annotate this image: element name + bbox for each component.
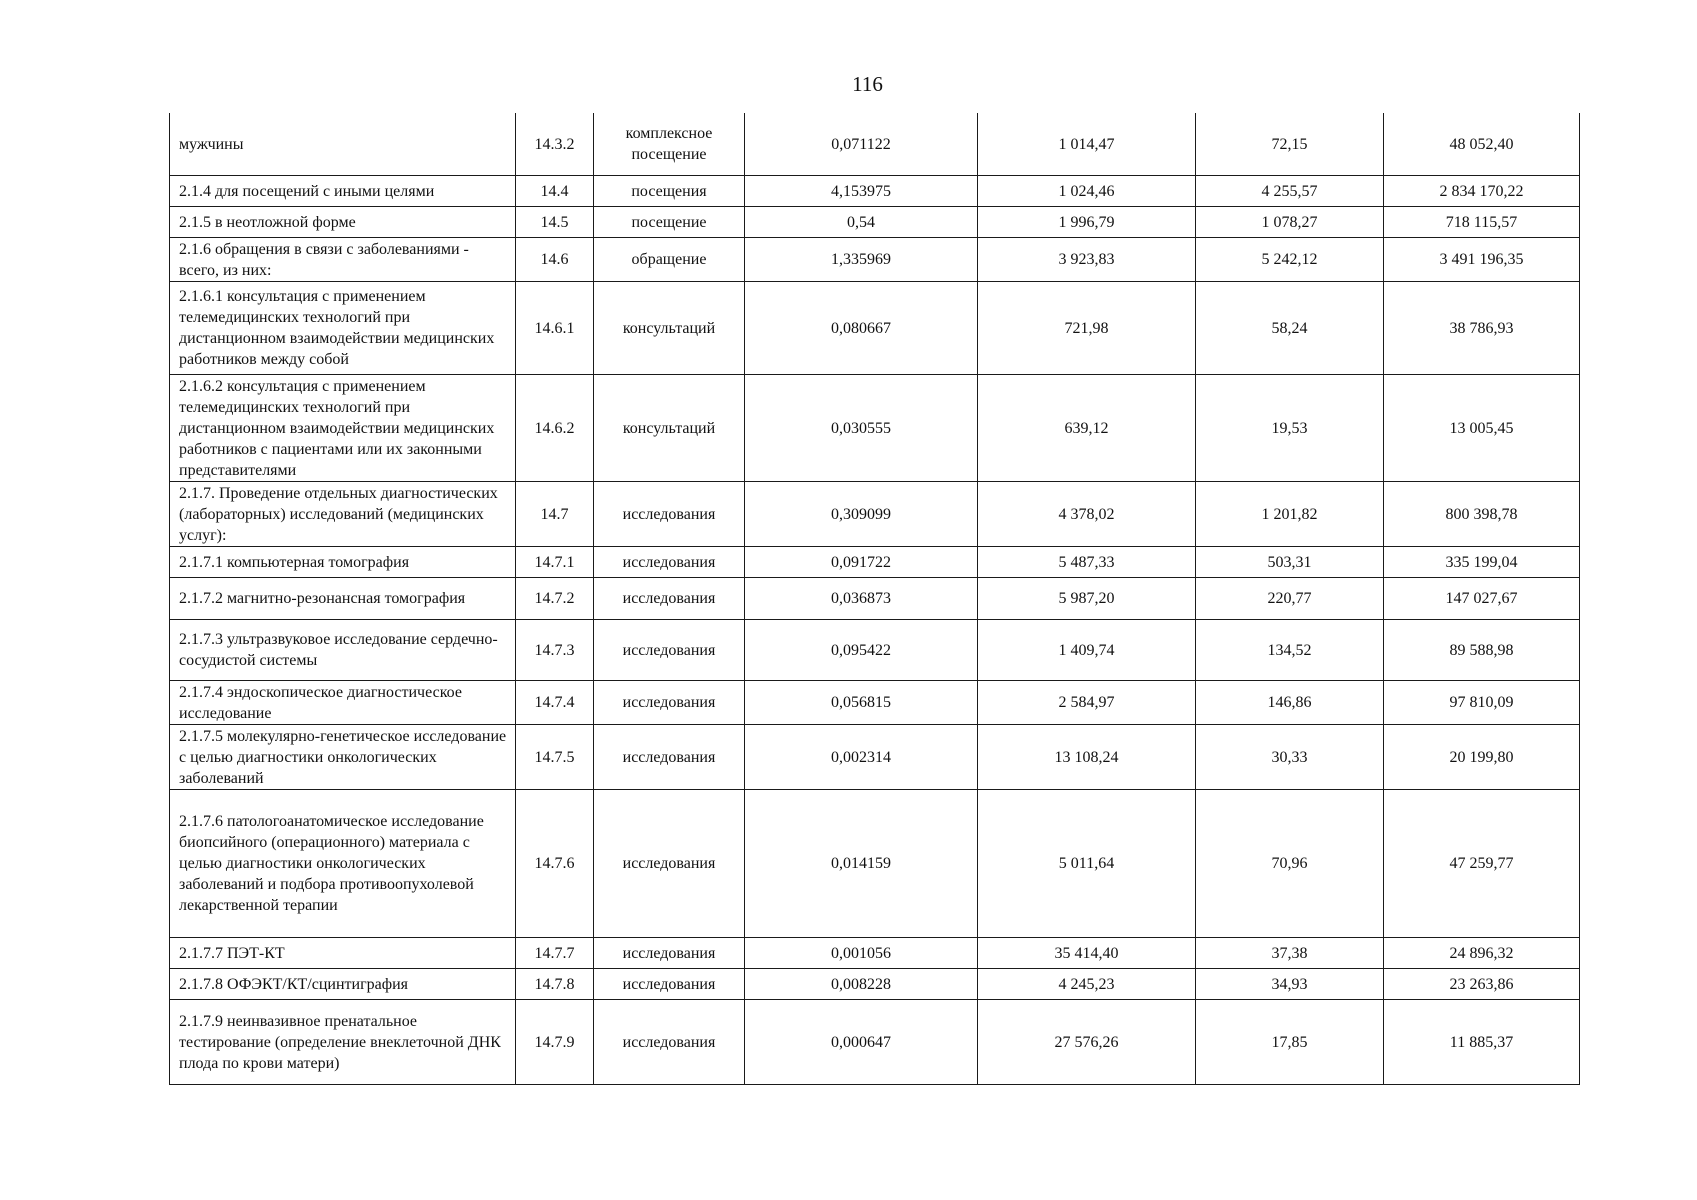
table-body (170, 113, 1580, 1084)
row-cost-cell: 2 584,97 (978, 680, 1196, 724)
row-norm-cell: 0,071122 (745, 113, 978, 175)
row-unit-cell: исследования (594, 481, 745, 546)
row-name-cell: 2.1.7.7 ПЭТ-КТ (170, 937, 516, 968)
row-code-cell: 14.7.3 (516, 619, 594, 680)
row-name-cell: 2.1.7.2 магнитно-резонансная томография (170, 577, 516, 619)
row-unit-cell: консультаций (594, 374, 745, 481)
row-norm-cell: 0,030555 (745, 374, 978, 481)
row-per-capita-cell: 134,52 (1196, 619, 1384, 680)
row-name-cell: 2.1.7.4 эндоскопическое диагностическое исследование (170, 680, 516, 724)
row-norm-cell: 0,036873 (745, 577, 978, 619)
row-unit-cell: посещения (594, 175, 745, 206)
table-row (170, 281, 1580, 374)
row-total-cell: 89 588,98 (1384, 619, 1580, 680)
row-norm-cell: 4,153975 (745, 175, 978, 206)
table-row (170, 113, 1580, 175)
row-code-cell: 14.7.4 (516, 680, 594, 724)
row-name-cell: 2.1.6 обращения в связи с заболеваниями - всего, из них: (170, 237, 516, 281)
table-row (170, 724, 1580, 789)
row-per-capita-cell: 146,86 (1196, 680, 1384, 724)
row-name-cell: 2.1.6.1 консультация с применением телемедицинских технологий при дистанционном взаимодействии медицинских работников между собой (170, 281, 516, 374)
page-number: 116 (852, 72, 883, 96)
row-total-cell: 38 786,93 (1384, 281, 1580, 374)
row-cost-cell: 27 576,26 (978, 999, 1196, 1084)
row-per-capita-cell: 34,93 (1196, 968, 1384, 999)
row-unit-cell: обращение (594, 237, 745, 281)
table-row (170, 999, 1580, 1084)
row-unit-cell: исследования (594, 937, 745, 968)
row-cost-cell: 35 414,40 (978, 937, 1196, 968)
row-unit-cell: исследования (594, 789, 745, 937)
row-norm-cell: 0,54 (745, 206, 978, 237)
row-total-cell: 2 834 170,22 (1384, 175, 1580, 206)
row-code-cell: 14.7.9 (516, 999, 594, 1084)
row-norm-cell: 0,095422 (745, 619, 978, 680)
row-name-cell: 2.1.6.2 консультация с применением телемедицинских технологий при дистанционном взаимодействии медицинских работников с пациентами или их законными представителями (170, 374, 516, 481)
row-per-capita-cell: 17,85 (1196, 999, 1384, 1084)
row-unit-cell: консультаций (594, 281, 745, 374)
row-cost-cell: 5 987,20 (978, 577, 1196, 619)
table-row (170, 481, 1580, 546)
row-total-cell: 11 885,37 (1384, 999, 1580, 1084)
row-per-capita-cell: 19,53 (1196, 374, 1384, 481)
row-cost-cell: 1 014,47 (978, 113, 1196, 175)
row-per-capita-cell: 72,15 (1196, 113, 1384, 175)
row-norm-cell: 0,056815 (745, 680, 978, 724)
row-unit-cell: исследования (594, 577, 745, 619)
row-per-capita-cell: 1 078,27 (1196, 206, 1384, 237)
row-name-cell: 2.1.7.5 молекулярно-генетическое исследование с целью диагностики онкологических заболеваний (170, 724, 516, 789)
row-unit-cell: исследования (594, 724, 745, 789)
table-row (170, 546, 1580, 577)
row-per-capita-cell: 5 242,12 (1196, 237, 1384, 281)
row-name-cell: 2.1.7.3 ультразвуковое исследование сердечно-сосудистой системы (170, 619, 516, 680)
row-code-cell: 14.7.2 (516, 577, 594, 619)
row-code-cell: 14.7.6 (516, 789, 594, 937)
row-norm-cell: 0,309099 (745, 481, 978, 546)
row-code-cell: 14.6 (516, 237, 594, 281)
row-norm-cell: 0,000647 (745, 999, 978, 1084)
row-per-capita-cell: 30,33 (1196, 724, 1384, 789)
row-code-cell: 14.7.7 (516, 937, 594, 968)
row-unit-cell: исследования (594, 680, 745, 724)
row-code-cell: 14.4 (516, 175, 594, 206)
row-name-cell: 2.1.7.8 ОФЭКТ/КТ/сцинтиграфия (170, 968, 516, 999)
row-code-cell: 14.5 (516, 206, 594, 237)
row-cost-cell: 3 923,83 (978, 237, 1196, 281)
row-name-cell: 2.1.7.9 неинвазивное пренатальное тестирование (определение внеклеточной ДНК плода по крови матери) (170, 999, 516, 1084)
row-total-cell: 24 896,32 (1384, 937, 1580, 968)
row-unit-cell: исследования (594, 619, 745, 680)
table-row (170, 577, 1580, 619)
row-unit-cell: комплексное посещение (594, 113, 745, 175)
row-total-cell: 147 027,67 (1384, 577, 1580, 619)
row-total-cell: 718 115,57 (1384, 206, 1580, 237)
row-per-capita-cell: 4 255,57 (1196, 175, 1384, 206)
row-code-cell: 14.6.1 (516, 281, 594, 374)
row-total-cell: 20 199,80 (1384, 724, 1580, 789)
table-row (170, 680, 1580, 724)
row-cost-cell: 13 108,24 (978, 724, 1196, 789)
row-name-cell: мужчины (170, 113, 516, 175)
table-row (170, 374, 1580, 481)
data-table (169, 113, 1580, 1085)
row-total-cell: 3 491 196,35 (1384, 237, 1580, 281)
row-norm-cell: 0,091722 (745, 546, 978, 577)
row-total-cell: 13 005,45 (1384, 374, 1580, 481)
row-per-capita-cell: 503,31 (1196, 546, 1384, 577)
row-per-capita-cell: 37,38 (1196, 937, 1384, 968)
row-name-cell: 2.1.7. Проведение отдельных диагностических (лабораторных) исследований (медицинских услуг): (170, 481, 516, 546)
row-code-cell: 14.3.2 (516, 113, 594, 175)
row-norm-cell: 0,080667 (745, 281, 978, 374)
row-name-cell: 2.1.7.1 компьютерная томография (170, 546, 516, 577)
table-row (170, 937, 1580, 968)
row-unit-cell: посещение (594, 206, 745, 237)
row-total-cell: 800 398,78 (1384, 481, 1580, 546)
row-per-capita-cell: 1 201,82 (1196, 481, 1384, 546)
row-cost-cell: 1 024,46 (978, 175, 1196, 206)
table-row (170, 237, 1580, 281)
row-cost-cell: 5 487,33 (978, 546, 1196, 577)
row-cost-cell: 1 409,74 (978, 619, 1196, 680)
row-unit-cell: исследования (594, 999, 745, 1084)
row-norm-cell: 1,335969 (745, 237, 978, 281)
table-row (170, 789, 1580, 937)
row-total-cell: 23 263,86 (1384, 968, 1580, 999)
row-cost-cell: 5 011,64 (978, 789, 1196, 937)
row-unit-cell: исследования (594, 546, 745, 577)
row-per-capita-cell: 58,24 (1196, 281, 1384, 374)
row-norm-cell: 0,008228 (745, 968, 978, 999)
row-total-cell: 47 259,77 (1384, 789, 1580, 937)
row-cost-cell: 721,98 (978, 281, 1196, 374)
row-per-capita-cell: 220,77 (1196, 577, 1384, 619)
row-norm-cell: 0,014159 (745, 789, 978, 937)
row-name-cell: 2.1.7.6 патологоанатомическое исследование биопсийного (операционного) материала с целью диагностики онкологических заболеваний и подбора противоопухолевой лекарственной терапии (170, 789, 516, 937)
row-cost-cell: 1 996,79 (978, 206, 1196, 237)
row-total-cell: 97 810,09 (1384, 680, 1580, 724)
row-code-cell: 14.6.2 (516, 374, 594, 481)
row-code-cell: 14.7.8 (516, 968, 594, 999)
row-per-capita-cell: 70,96 (1196, 789, 1384, 937)
table-row (170, 968, 1580, 999)
row-name-cell: 2.1.5 в неотложной форме (170, 206, 516, 237)
row-norm-cell: 0,001056 (745, 937, 978, 968)
row-code-cell: 14.7.1 (516, 546, 594, 577)
row-code-cell: 14.7.5 (516, 724, 594, 789)
row-code-cell: 14.7 (516, 481, 594, 546)
row-name-cell: 2.1.4 для посещений с иными целями (170, 175, 516, 206)
table-row (170, 206, 1580, 237)
row-cost-cell: 4 245,23 (978, 968, 1196, 999)
row-norm-cell: 0,002314 (745, 724, 978, 789)
row-cost-cell: 4 378,02 (978, 481, 1196, 546)
row-unit-cell: исследования (594, 968, 745, 999)
table-row (170, 619, 1580, 680)
row-cost-cell: 639,12 (978, 374, 1196, 481)
table-row (170, 175, 1580, 206)
row-total-cell: 48 052,40 (1384, 113, 1580, 175)
row-total-cell: 335 199,04 (1384, 546, 1580, 577)
